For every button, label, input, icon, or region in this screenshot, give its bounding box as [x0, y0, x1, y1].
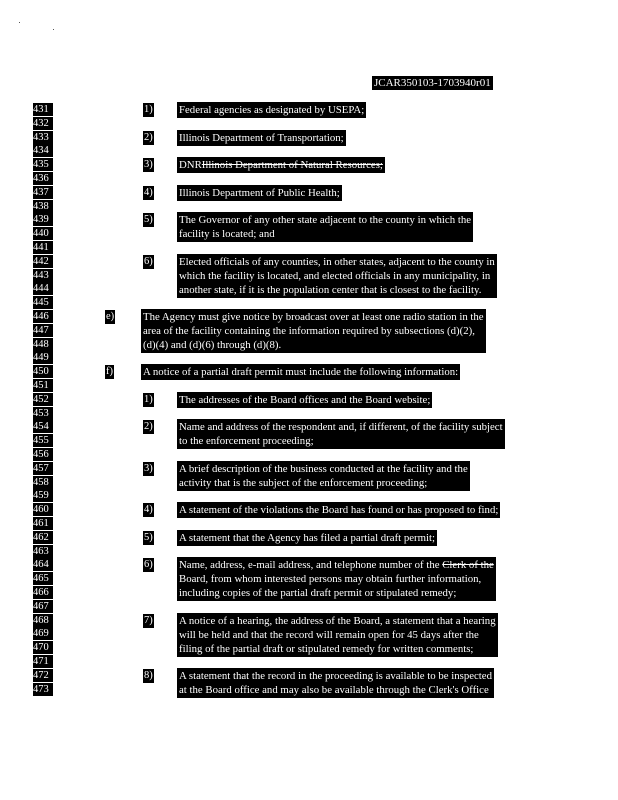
item-label: 1): [144, 393, 153, 405]
text-line: [179, 227, 471, 241]
line-number: 464: [33, 558, 53, 571]
item-label: 3): [144, 159, 153, 171]
item-text: [177, 254, 497, 298]
text-run: will be held and that the record will remain open for 45 days after the: [179, 628, 479, 641]
text-line: [179, 558, 494, 572]
text-run: filing of the partial draft or stipulated remedy for written comments;: [179, 642, 474, 655]
line-number: 469: [33, 627, 53, 640]
text-run: A statement that the Agency has filed a partial draft permit;: [179, 531, 436, 544]
line-number: 459: [33, 489, 53, 502]
item-text: [177, 157, 385, 173]
text-run: A brief description of the business conducted at the facility and the: [179, 462, 468, 475]
line-number: 453: [33, 407, 53, 420]
text-line: [179, 614, 496, 628]
text-run: A statement of the violations the Board has found or has proposed to find;: [179, 504, 499, 517]
line-number: 441: [33, 241, 53, 254]
text-run: (d)(4) and (d)(6) through (d)(8).: [143, 339, 282, 351]
text-line: [143, 338, 484, 352]
line-number: 461: [33, 517, 53, 530]
item-text: [177, 102, 366, 118]
text-line: [179, 642, 496, 656]
line-number: 457: [33, 462, 53, 475]
line-number: 438: [33, 200, 53, 213]
text-run: which the facility is located, and elected officials in any municipality, in: [179, 269, 491, 282]
text-run: DNR: [179, 159, 202, 172]
text-run: another state, if it is the population center that is closest to the facility.: [179, 283, 482, 296]
line-number: 462: [33, 531, 53, 544]
item-label: e): [106, 311, 115, 322]
item-text: [177, 668, 494, 698]
text-line: [179, 269, 495, 283]
line-number: 456: [33, 448, 53, 461]
item-label: 4): [144, 504, 153, 516]
item-text: [177, 557, 496, 601]
text-line: [179, 586, 494, 600]
document-header: JCAR350103-1703940r01: [374, 77, 491, 89]
line-number: 440: [33, 227, 53, 240]
text-line: [179, 628, 496, 642]
line-number: 454: [33, 420, 53, 433]
item-label: 2): [144, 421, 153, 433]
text-line: [143, 365, 458, 379]
line-number: 437: [33, 186, 53, 199]
text-line: [179, 669, 492, 683]
item-text: [177, 613, 498, 657]
line-number: 455: [33, 434, 53, 447]
item-label: 7): [144, 614, 153, 626]
item-label: 6): [144, 255, 153, 267]
line-number: 460: [33, 503, 53, 516]
line-number: 448: [33, 338, 53, 351]
text-run: The Governor of any other state adjacent to the county in which the: [179, 214, 472, 227]
item-label: 4): [144, 186, 153, 198]
line-number: 463: [33, 545, 53, 558]
line-number: 447: [33, 324, 53, 337]
item-text: [177, 392, 432, 408]
text-run: to the enforcement proceeding;: [179, 435, 314, 448]
line-number: 436: [33, 172, 53, 185]
struck-text: Illinois Department of Natural Resources;: [201, 159, 383, 172]
line-number: 472: [33, 669, 53, 682]
text-run: Illinois Department of Public Health;: [179, 186, 340, 199]
text-line: [179, 476, 468, 490]
text-run: Name and address of the respondent and, if different, of the facility subject: [179, 421, 503, 434]
item-text: [177, 461, 470, 491]
item-label: 6): [144, 559, 153, 571]
text-run: The addresses of the Board offices and the Board website;: [179, 393, 431, 406]
text-line: [179, 283, 495, 297]
text-line: [179, 503, 498, 517]
line-number: 451: [33, 379, 53, 392]
line-number: 434: [33, 144, 53, 157]
text-line: [179, 531, 435, 545]
line-number: 435: [33, 158, 53, 171]
line-number: 468: [33, 614, 53, 627]
text-run: A notice of a partial draft permit must include the following information:: [143, 366, 459, 379]
line-number: 473: [33, 683, 53, 696]
text-run: Name, address, e-mail address, and telephone number of the: [179, 559, 443, 572]
line-number: 467: [33, 600, 53, 613]
text-run: facility is located; and: [179, 228, 275, 241]
text-line: [179, 462, 468, 476]
item-label: 5): [144, 214, 153, 226]
text-line: [179, 131, 344, 145]
text-run: The Agency must give notice by broadcast over at least one radio station in the: [143, 311, 484, 323]
item-text: [177, 212, 473, 242]
text-run: Federal agencies as designated by USEPA;: [179, 104, 365, 116]
line-number: 442: [33, 255, 53, 268]
text-line: [143, 310, 484, 324]
line-number: 444: [33, 282, 53, 295]
line-number: 466: [33, 586, 53, 599]
line-number: 470: [33, 641, 53, 654]
text-line: [179, 393, 430, 407]
item-label: 1): [144, 104, 153, 115]
text-line: [179, 255, 495, 269]
text-line: [179, 683, 492, 697]
text-run: at the Board office and may also be available through the Clerk's Office: [179, 683, 489, 696]
scan-speck: [19, 22, 20, 23]
line-number: 449: [33, 351, 53, 364]
text-line: [179, 572, 494, 586]
text-line: [143, 324, 484, 338]
item-text: [177, 419, 505, 449]
text-run: Board, from whom interested persons may obtain further information,: [179, 573, 482, 586]
line-number: 433: [33, 131, 53, 144]
line-number: 431: [33, 103, 53, 116]
item-label: 8): [144, 669, 153, 681]
text-line: [179, 186, 340, 200]
text-run: Illinois Department of Transportation;: [179, 131, 344, 144]
line-number: 458: [33, 476, 53, 489]
line-number: 439: [33, 213, 53, 226]
line-number: 471: [33, 655, 53, 668]
text-line: [179, 103, 364, 117]
line-number: 445: [33, 296, 53, 309]
text-line: [179, 158, 383, 172]
struck-text: Clerk of the: [442, 559, 494, 572]
item-text: [177, 185, 342, 201]
line-number: 446: [33, 310, 53, 323]
text-line: [179, 434, 503, 448]
text-run: area of the facility containing the information required by subsections (d)(2),: [143, 325, 475, 337]
text-run: activity that is the subject of the enforcement proceeding;: [179, 476, 428, 489]
text-line: [179, 213, 471, 227]
item-text: [177, 530, 437, 546]
scan-speck: [53, 29, 54, 30]
item-label: f): [106, 366, 113, 378]
line-number: 432: [33, 117, 53, 130]
line-number: 465: [33, 572, 53, 585]
item-text: [141, 309, 486, 353]
item-text: [141, 364, 460, 380]
item-text: [177, 130, 346, 146]
line-number: 450: [33, 365, 53, 378]
item-label: 2): [144, 131, 153, 143]
item-text: [177, 502, 500, 518]
text-run: A statement that the record in the proceeding is available to be inspected: [179, 669, 492, 682]
text-run: Elected officials of any counties, in other states, adjacent to the county in: [179, 255, 495, 268]
line-number: 452: [33, 393, 53, 406]
text-line: [179, 420, 503, 434]
item-label: 3): [144, 462, 153, 474]
text-run: A notice of a hearing, the address of the Board, a statement that a hearing: [179, 614, 496, 627]
text-run: including copies of the partial draft permit or stipulated remedy;: [179, 587, 457, 600]
line-number: 443: [33, 269, 53, 282]
item-label: 5): [144, 531, 153, 543]
